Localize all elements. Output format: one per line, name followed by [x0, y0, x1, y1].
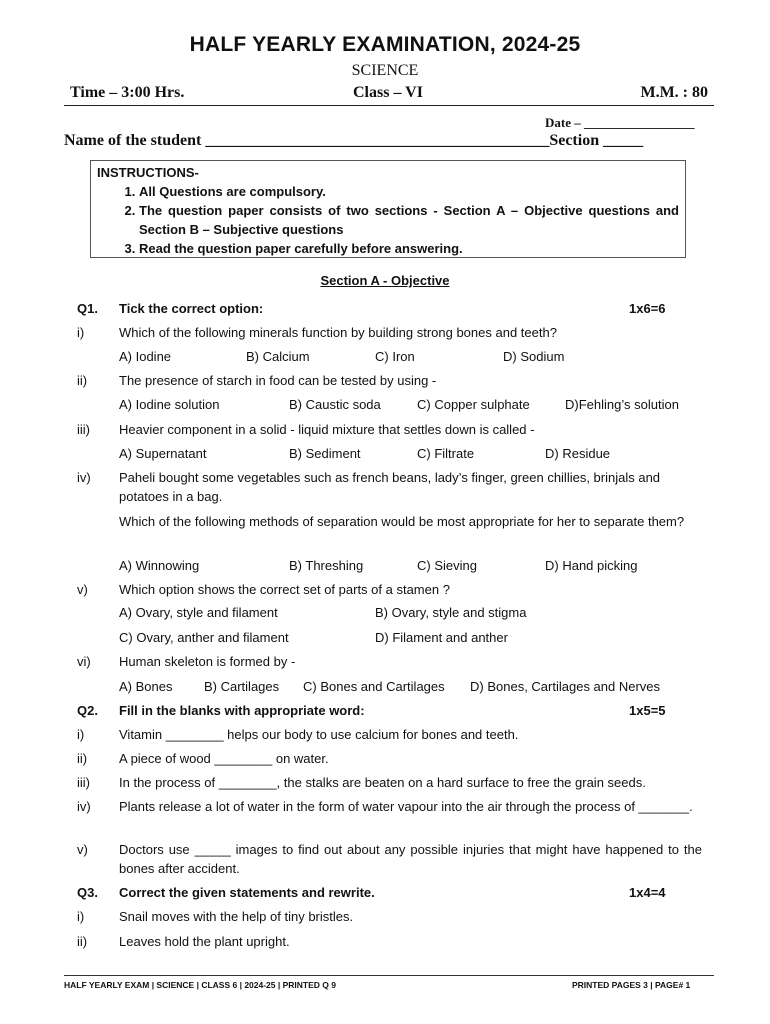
question-number: Q3.	[77, 885, 98, 900]
option-a: A) Iodine solution	[119, 397, 220, 412]
header-divider	[64, 105, 714, 106]
question-marks: 1x6=6	[629, 301, 666, 316]
question-text: Correct the given statements and rewrite.	[119, 885, 375, 900]
option-c: C) Iron	[375, 349, 415, 364]
exam-class: Class – VI	[353, 84, 423, 101]
item-number: iii)	[77, 775, 90, 790]
exam-title: HALF YEARLY EXAMINATION, 2024-25	[189, 33, 581, 56]
option-d: D) Bones, Cartilages and Nerves	[470, 679, 661, 694]
student-name-section-line: Name of the student ___________________________________________Section _____	[64, 132, 644, 149]
question-marks: 1x4=4	[629, 885, 666, 900]
option-c: C) Sieving	[417, 558, 477, 573]
item-number: i)	[77, 727, 85, 742]
item-text: Heavier component in a solid - liquid mixture that settles down is called -	[119, 422, 535, 437]
item-number: iv)	[77, 470, 91, 485]
option-a: A) Iodine	[119, 349, 172, 364]
item-text: In the process of ________, the stalks are beaten on a hard surface to free the grain seeds.	[119, 775, 646, 790]
item-text: Plants release a lot of water in the form of water vapour into the air through the process of _______.	[119, 799, 693, 814]
instruction-item: 3. Read the question paper carefully before answering.	[139, 239, 679, 258]
item-text: Leaves hold the plant upright.	[119, 934, 290, 949]
item-text: Human skeleton is formed by -	[119, 654, 296, 669]
option-a: A) Ovary, style and filament	[119, 605, 278, 620]
footer-left-text: HALF YEARLY EXAM | SCIENCE | CLASS 6 | 2024-25 | PRINTED Q 9	[64, 980, 336, 990]
question-marks: 1x5=5	[629, 703, 666, 718]
item-text: Snail moves with the help of tiny bristles.	[119, 909, 354, 924]
item-text: A piece of wood ________ on water.	[119, 751, 329, 766]
option-b: B) Cartilages	[204, 679, 280, 694]
item-text: The presence of starch in food can be tested by using -	[119, 373, 437, 388]
option-b: B) Ovary, style and stigma	[375, 605, 527, 620]
item-text: Paheli bought some vegetables such as french beans, lady’s finger, green chillies, brinjals and potatoes in a bag.	[119, 470, 661, 504]
item-text: Which option shows the correct set of parts of a stamen ?	[119, 582, 450, 597]
footer-right-text: PRINTED PAGES 3 | PAGE# 1	[572, 980, 691, 990]
item-number: v)	[77, 582, 88, 597]
item-number: vi)	[77, 654, 91, 669]
option-b: B) Calcium	[246, 349, 310, 364]
question-text: Tick the correct option:	[119, 301, 264, 316]
option-a: A) Supernatant	[119, 446, 207, 461]
option-d: D)Fehling’s solution	[565, 397, 679, 412]
instructions-list	[97, 182, 679, 258]
option-d: D) Filament and anther	[375, 630, 508, 645]
option-c: C) Filtrate	[417, 446, 475, 461]
item-number: ii)	[77, 373, 88, 388]
footer-divider	[64, 975, 714, 976]
instruction-item: 2. The question paper consists of two sections - Section A – Objective questions and Section B – Subjective questions	[139, 201, 679, 239]
option-a: A) Bones	[119, 679, 173, 694]
option-d: D) Hand picking	[545, 558, 638, 573]
option-a: A) Winnowing	[119, 558, 200, 573]
instructions-box	[90, 160, 686, 258]
subject-name: SCIENCE	[351, 62, 419, 79]
option-c: C) Bones and Cartilages	[303, 679, 445, 694]
question-text: Fill in the blanks with appropriate word:	[119, 703, 365, 718]
item-number: i)	[77, 909, 85, 924]
max-marks: M.M. : 80	[640, 84, 708, 101]
item-number: ii)	[77, 751, 88, 766]
option-b: B) Threshing	[289, 558, 364, 573]
question-number: Q2.	[77, 703, 98, 718]
item-number: ii)	[77, 934, 88, 949]
option-b: B) Caustic soda	[289, 397, 381, 412]
option-b: B) Sediment	[289, 446, 361, 461]
item-number: iii)	[77, 422, 90, 437]
instructions-heading: INSTRUCTIONS-	[97, 165, 199, 180]
exam-meta-row	[70, 84, 710, 106]
option-d: D) Residue	[545, 446, 611, 461]
item-text: Which of the following methods of separation would be most appropriate for her to separate them?	[119, 514, 685, 529]
item-text: Doctors use _____ images to find out about any possible injuries that might have happened to the bones after accident.	[119, 842, 702, 876]
item-number: iv)	[77, 799, 91, 814]
date-field: Date – _________________	[545, 115, 695, 130]
question-number: Q1.	[77, 301, 98, 316]
item-number: i)	[77, 325, 85, 340]
option-c: C) Ovary, anther and filament	[119, 630, 289, 645]
item-text: Vitamin ________ helps our body to use calcium for bones and teeth.	[119, 727, 519, 742]
item-text: Which of the following minerals function by building strong bones and teeth?	[119, 325, 557, 340]
section-a-title: Section A - Objective	[320, 273, 450, 288]
option-d: D) Sodium	[503, 349, 565, 364]
instruction-item: 1. All Questions are compulsory.	[139, 182, 679, 201]
exam-time: Time – 3:00 Hrs.	[70, 84, 185, 101]
option-c: C) Copper sulphate	[417, 397, 530, 412]
item-number: v)	[77, 842, 88, 857]
